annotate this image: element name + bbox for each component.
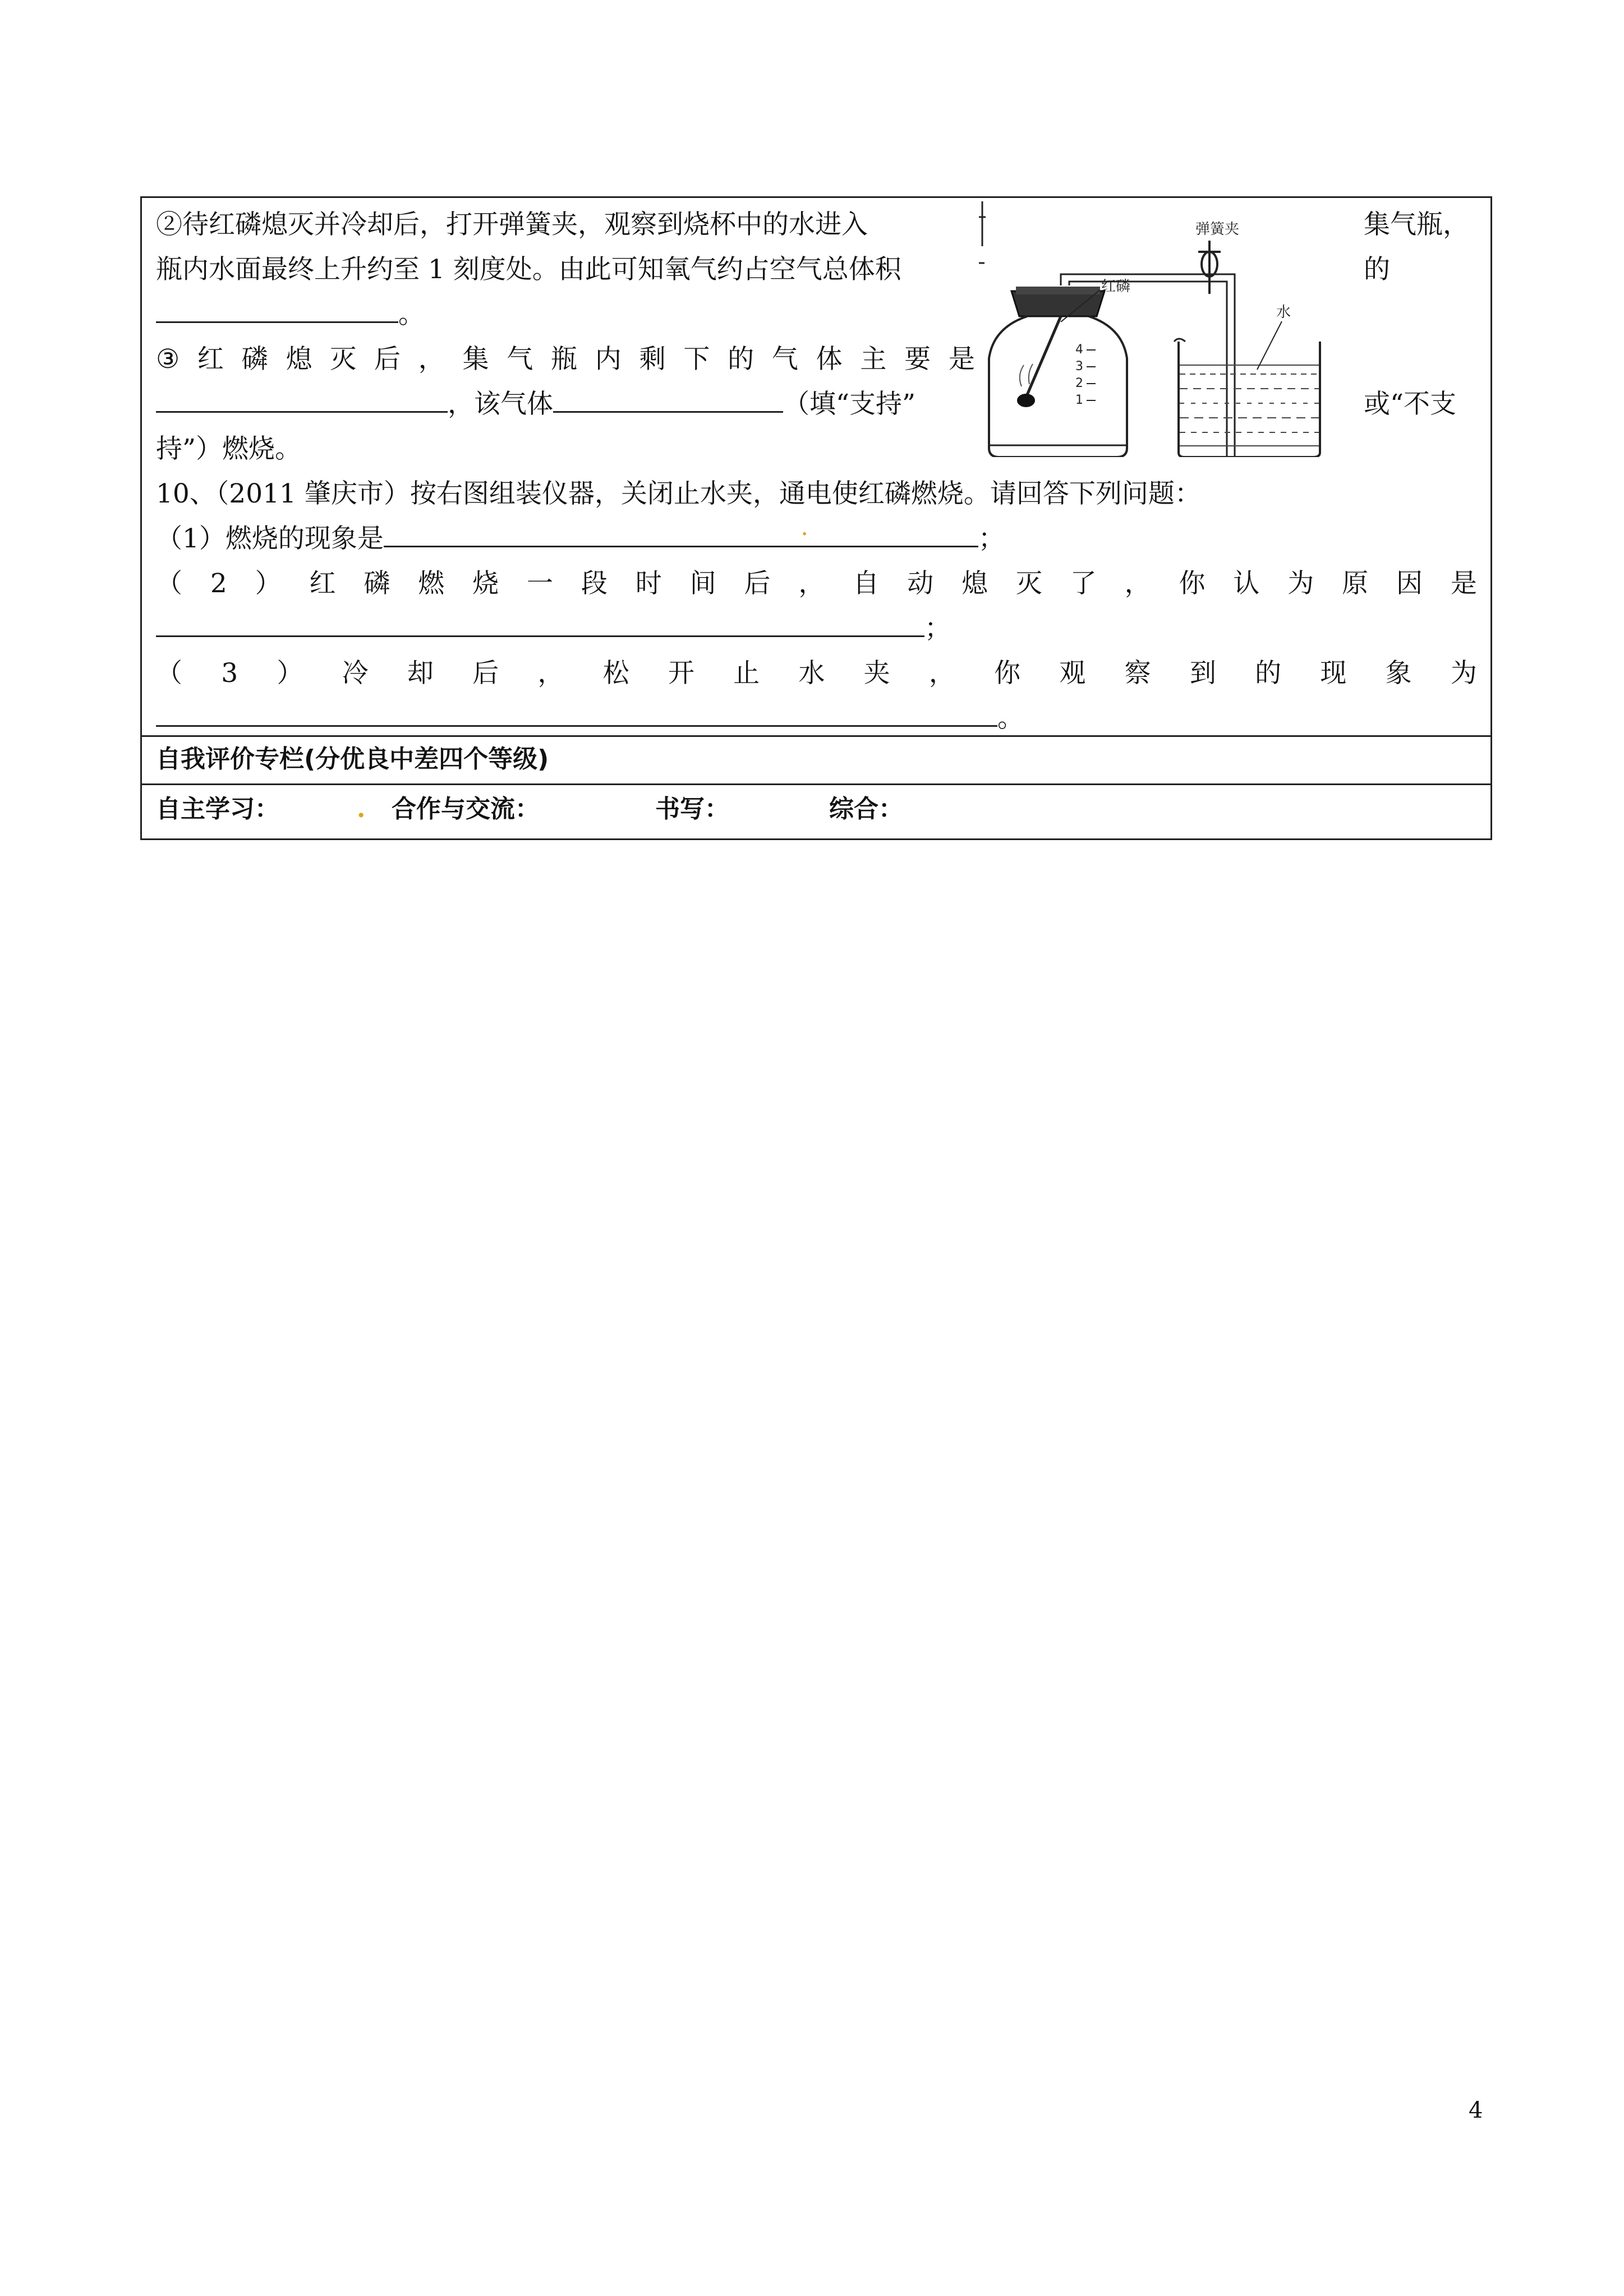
apparatus-diagram bbox=[977, 201, 1482, 457]
q9-step3-line2-right: 或“不支 bbox=[1364, 389, 1457, 419]
q9-step2-line3 bbox=[156, 292, 425, 337]
label-spring-clamp: 弹簧夹 bbox=[1195, 221, 1240, 238]
q10-part2-line1: （ 2 ） 红 磷 燃 烧 一 段 时 间 后 ， 自 动 熄 灭 了 ， 你 认 为 原 因 是 bbox=[156, 568, 1477, 599]
answer-blank-observation[interactable] bbox=[156, 696, 997, 727]
stray-dot: . bbox=[801, 520, 808, 540]
q9-step2-line2-right: 的 bbox=[1364, 254, 1390, 285]
q10-part1: （1）燃烧的现象是 . ； bbox=[156, 517, 1005, 561]
q10-part2-line2: ； bbox=[156, 606, 951, 651]
answer-blank-extinguish-reason[interactable] bbox=[156, 606, 924, 637]
rubber-stopper bbox=[1011, 291, 1105, 316]
combustion-spoon-rod bbox=[1027, 316, 1061, 395]
beaker-lip bbox=[1174, 339, 1185, 342]
label-water: 水 bbox=[1276, 304, 1291, 321]
scale-mark-4: 4 bbox=[1075, 343, 1083, 357]
q9-step3-line3: 持”）燃烧。 bbox=[156, 434, 302, 464]
gas-collection-bottle bbox=[989, 316, 1127, 457]
eval-self-study-label: 自主学习： bbox=[156, 795, 279, 823]
red-phosphorus-icon bbox=[1017, 394, 1035, 407]
q9-step2-line2: 瓶内水面最终上升约至 1 刻度处。由此可知氧气约占空气总体积 bbox=[156, 254, 901, 285]
beaker-water bbox=[1180, 365, 1319, 446]
page-number: 4 bbox=[1469, 2097, 1483, 2123]
beaker bbox=[1179, 342, 1320, 457]
scale-mark-1: 1 bbox=[1075, 393, 1083, 407]
scale-mark-2: 2 bbox=[1075, 376, 1083, 390]
scale-mark-3: 3 bbox=[1075, 359, 1083, 374]
answer-blank-remaining-gas[interactable] bbox=[156, 382, 448, 413]
q9-step3-line1: ③ 红 磷 熄 灭 后 ， 集 气 瓶 内 剩 下 的 气 体 主 要 是 bbox=[156, 344, 975, 375]
q10-intro: 10、（2011 肇庆市）按右图组装仪器，关闭止水夹，通电使红磷燃烧。请回答下列问题： bbox=[156, 478, 1201, 509]
stray-dot: . bbox=[357, 795, 366, 823]
q10-part3-line2: 。 bbox=[156, 696, 1024, 741]
spring-clamp-icon bbox=[1198, 241, 1221, 294]
eval-cooperation-label: 合作与交流： bbox=[392, 795, 540, 823]
q9-step2-line1-right: 集气瓶， bbox=[1364, 209, 1469, 240]
scale-ticks bbox=[1087, 350, 1096, 400]
eval-writing-label: 书写： bbox=[655, 795, 729, 823]
answer-blank-support-combustion[interactable] bbox=[553, 382, 783, 413]
answer-blank-oxygen-fraction[interactable] bbox=[156, 292, 398, 323]
period: 。 bbox=[398, 299, 425, 330]
q10-part3-line1: （ 3 ） 冷 却 后 ， 松 开 止 水 夹 ， 你 观 察 到 的 现 象 为 bbox=[156, 658, 1477, 689]
answer-blank-combustion-phenomenon[interactable] bbox=[384, 517, 978, 547]
label-red-phosphorus: 红磷 bbox=[1101, 278, 1131, 295]
q9-step2-line1: ②待红磷熄灭并冷却后，打开弹簧夹，观察到烧杯中的水进入 bbox=[156, 209, 868, 240]
question-table bbox=[140, 196, 1492, 840]
q9-step3-line2: ，该气体 （填“支持” bbox=[156, 382, 915, 427]
label-pointer bbox=[1257, 321, 1282, 370]
stopper-top bbox=[1016, 287, 1100, 294]
eval-overall-label: 综合： bbox=[829, 795, 903, 823]
evaluation-header: 自我评价专栏(分优良中差四个等级) bbox=[156, 745, 549, 773]
table-divider bbox=[142, 783, 1490, 785]
